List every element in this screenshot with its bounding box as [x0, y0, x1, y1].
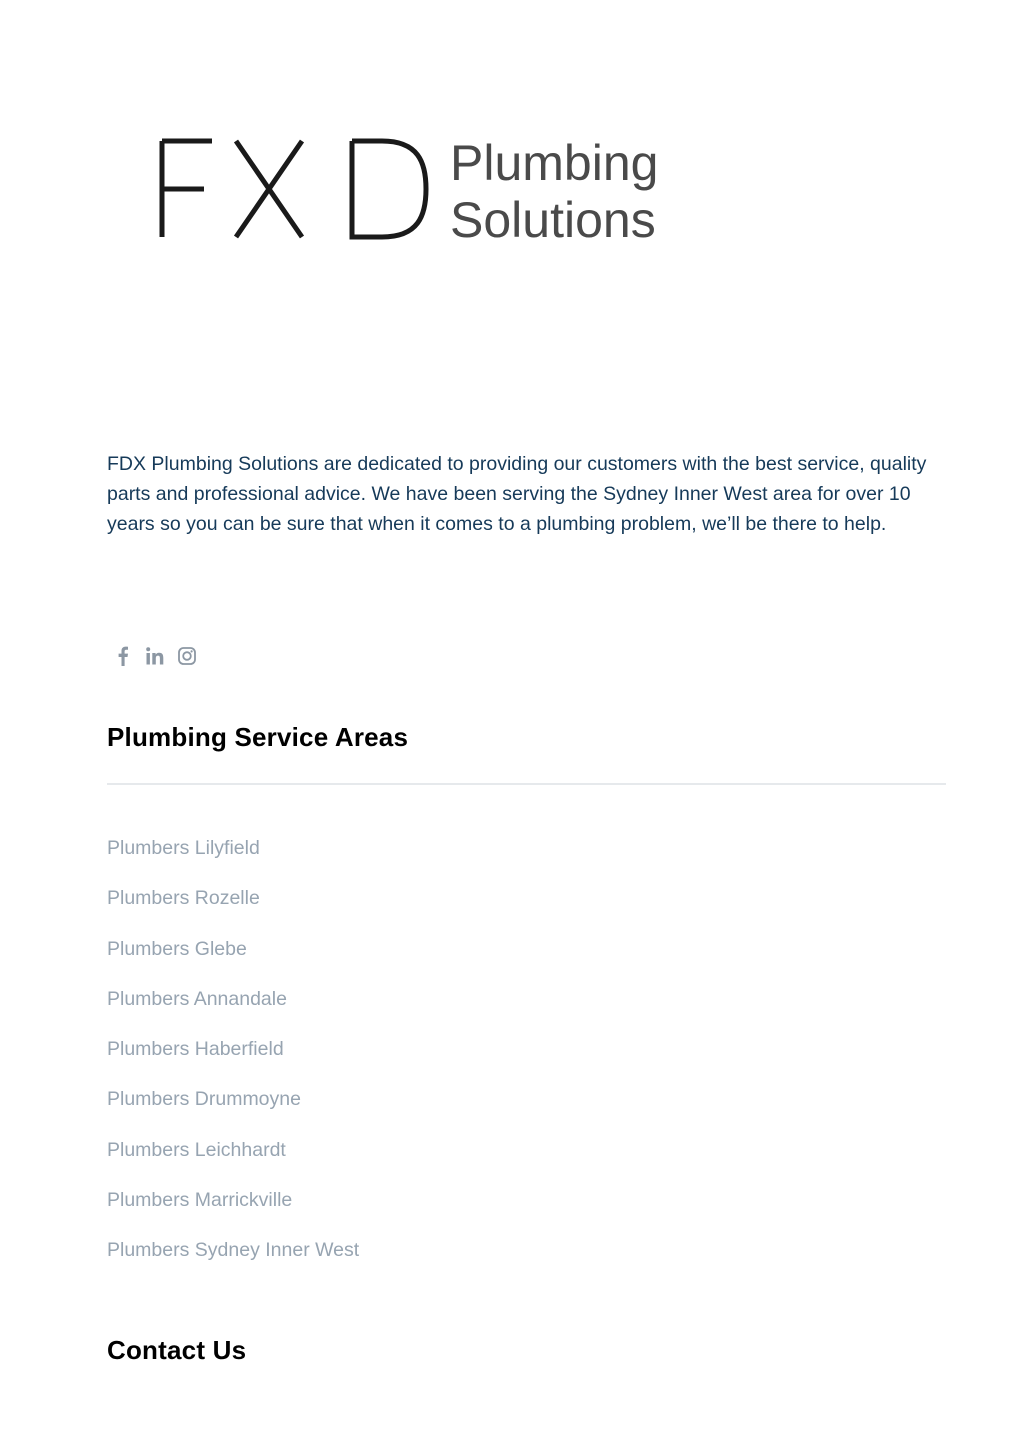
- list-item: [107, 1235, 359, 1285]
- list-item: [107, 833, 359, 883]
- service-area-link-drummoyne[interactable]: Plumbers Drummoyne: [107, 1088, 301, 1111]
- service-area-link-glebe[interactable]: Plumbers Glebe: [107, 937, 247, 960]
- service-area-link-lilyfield[interactable]: Plumbers Lilyfield: [107, 837, 260, 859]
- company-intro: FDX Plumbing Solutions are dedicated to providing our customers with the best service, quality parts and professional advice. We have been serving the Sydney Inner West area for over 10 years so you can be sure that when it comes to a plumbing problem, we’ll be there to help.: [107, 453, 927, 535]
- section-divider: [107, 783, 946, 785]
- service-area-link-annandale[interactable]: Plumbers Annandale: [107, 987, 287, 1010]
- brand-logo[interactable]: [156, 132, 716, 244]
- facebook-link[interactable]: [112, 643, 134, 669]
- instagram-link[interactable]: [176, 643, 198, 669]
- service-areas-list: [107, 833, 359, 1286]
- instagram-icon: [178, 647, 196, 665]
- facebook-icon: [118, 646, 128, 666]
- service-area-link-rozelle[interactable]: Plumbers Rozelle: [107, 887, 260, 910]
- service-area-link-haberfield[interactable]: Plumbers Haberfield: [107, 1038, 284, 1061]
- contact-heading: Contact Us: [107, 1335, 247, 1365]
- logo-line2: Solutions: [450, 192, 656, 244]
- list-item: [107, 883, 359, 933]
- list-item: [107, 934, 359, 984]
- service-area-link-leichhardt[interactable]: Plumbers Leichhardt: [107, 1138, 286, 1161]
- list-item: [107, 1084, 359, 1134]
- logo-line1: Plumbing: [450, 135, 659, 191]
- service-area-link-marrickville[interactable]: Plumbers Marrickville: [107, 1189, 293, 1212]
- list-item: [107, 984, 359, 1034]
- linkedin-link[interactable]: [144, 643, 166, 669]
- list-item: [107, 1135, 359, 1185]
- service-area-link-sydney-inner-west[interactable]: Plumbers Sydney Inner West: [107, 1239, 360, 1262]
- social-links: [112, 643, 198, 669]
- list-item: [107, 1034, 359, 1084]
- list-item: [107, 1185, 359, 1235]
- service-areas-heading: Plumbing Service Areas: [107, 722, 409, 752]
- linkedin-icon: [146, 647, 164, 665]
